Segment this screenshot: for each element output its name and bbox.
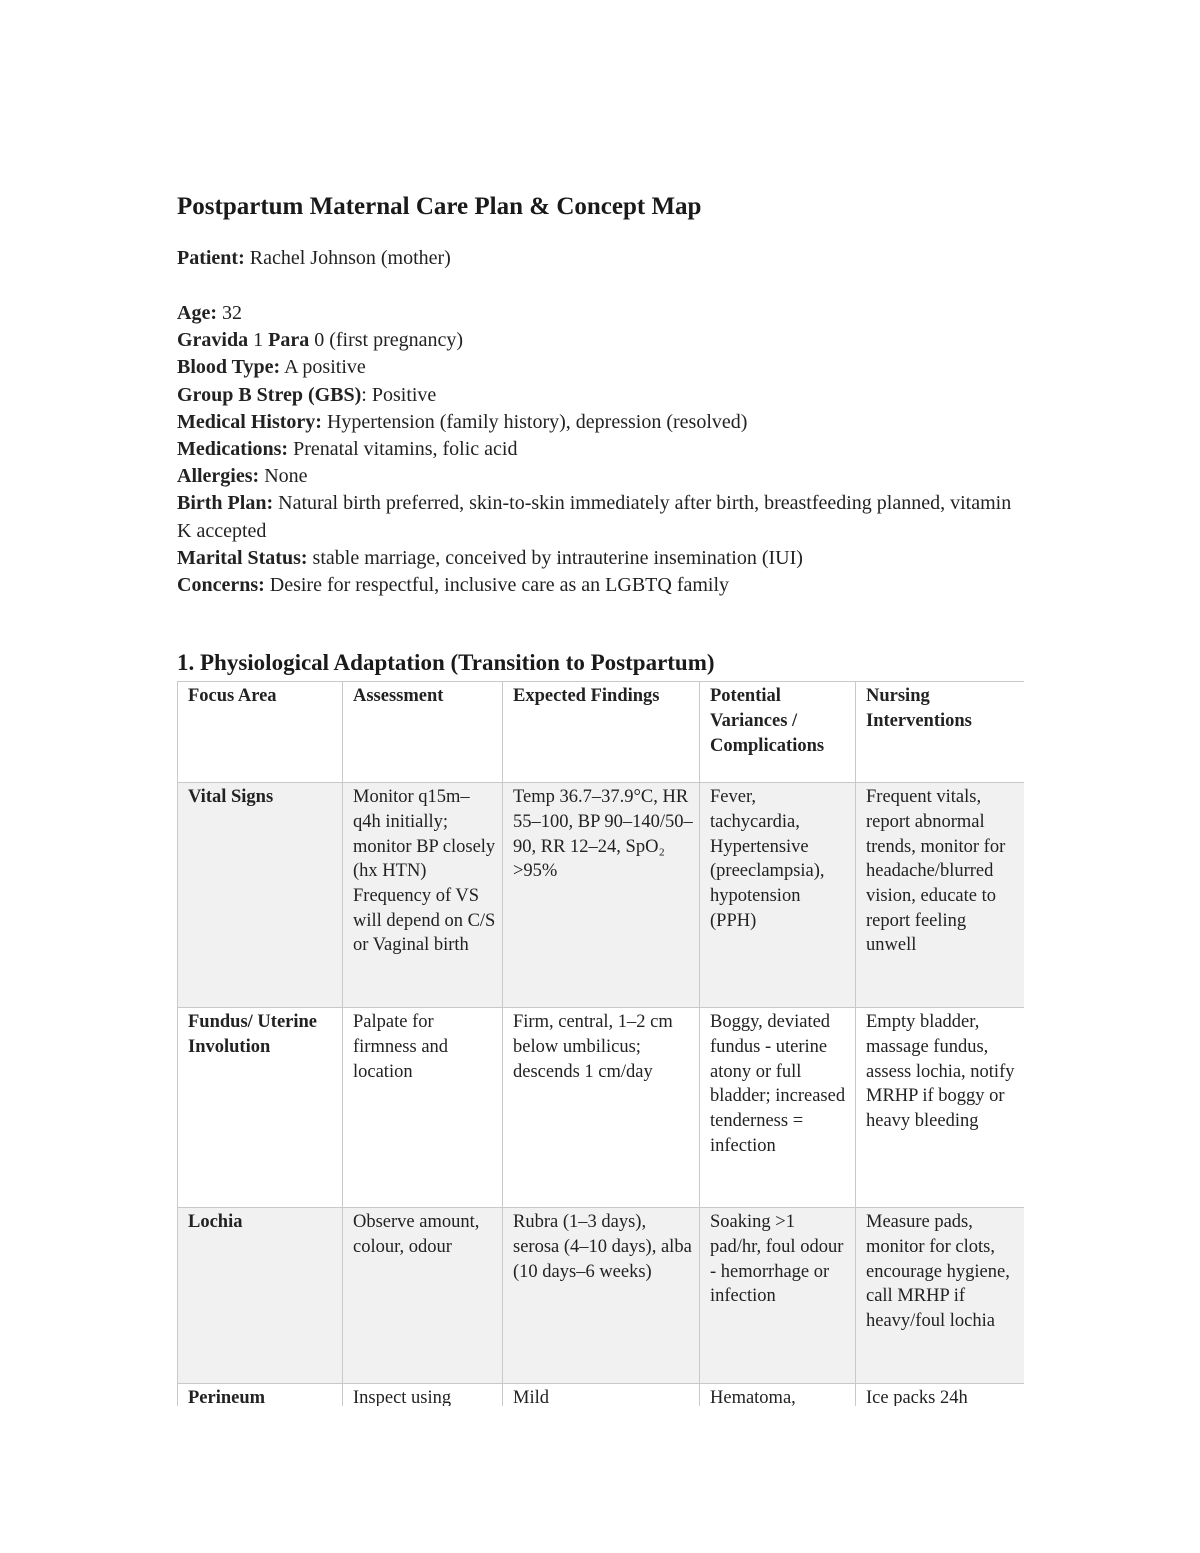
field-label: Allergies: (177, 465, 260, 488)
cell-expected: Temp 36.7–37.9°C, HR 55–100, BP 90–140/50–90, RR 12–24, SpO₂ >95% (503, 783, 700, 1008)
header-focus-area: Focus Area (178, 682, 343, 783)
cell-variances: Hematoma, (700, 1384, 856, 1407)
field-value: stable marriage, conceived by intrauterine insemination (IUI) (307, 546, 803, 569)
patient-field (177, 463, 1024, 490)
patient-value: Rachel Johnson (mother) (244, 247, 451, 269)
patient-field (177, 354, 1024, 381)
table-row (178, 1208, 1025, 1384)
field-label: Birth Plan: (177, 492, 274, 515)
patient-field (177, 409, 1024, 436)
cell-interventions: Ice packs 24h (856, 1384, 1025, 1407)
header-expected-findings: Expected Findings (503, 682, 700, 783)
cell-variances: Fever, tachycardia, Hypertensive (preeclampsia), hypotension (PPH) (700, 783, 856, 1008)
field-label: Blood Type: (177, 356, 281, 379)
cell-expected: Rubra (1–3 days), serosa (4–10 days), alba (10 days–6 weeks) (503, 1208, 700, 1384)
cell-focus: Perineum (178, 1384, 343, 1407)
patient-info-block (177, 300, 1024, 599)
patient-field (177, 490, 1024, 544)
field-value: A positive (280, 356, 366, 379)
care-table-container (177, 681, 1024, 1406)
field-label: Gravida (177, 329, 249, 352)
care-plan-table (177, 681, 1024, 1406)
field-label: Medical History: (177, 410, 322, 433)
cell-interventions: Frequent vitals, report abnormal trends, monitor for headache/blurred vision, educate to report feeling unwell (856, 783, 1025, 1008)
field-label: Marital Status: (177, 546, 308, 569)
cell-focus: Fundus/ Uterine Involution (178, 1008, 343, 1208)
field-value: Desire for respectful, inclusive care as an LGBTQ family (264, 574, 730, 597)
document-content (177, 190, 1024, 1406)
table-row (178, 1384, 1025, 1407)
cell-assessment: Inspect using (343, 1384, 503, 1407)
field-value: None (259, 465, 308, 488)
patient-field (177, 545, 1024, 572)
patient-field (177, 382, 1024, 409)
cell-focus: Vital Signs (178, 783, 343, 1008)
cell-interventions: Empty bladder, massage fundus, assess lochia, notify MRHP if boggy or heavy bleeding (856, 1008, 1025, 1208)
cell-focus: Lochia (178, 1208, 343, 1384)
table-row (178, 783, 1025, 1008)
table-header-row (178, 682, 1025, 783)
field-label: Age: (177, 302, 217, 324)
patient-field (177, 436, 1024, 463)
table-row (178, 1008, 1025, 1208)
field-label: Medications: (177, 438, 289, 461)
field-label: Para (268, 329, 310, 352)
field-value: 0 (first pregnancy) (309, 329, 464, 352)
field-label: Group B Strep (GBS) (177, 383, 362, 406)
header-assessment: Assessment (343, 682, 503, 783)
field-value: Hypertension (family history), depression (resolved) (321, 410, 748, 433)
cell-assessment: Observe amount, colour, odour (343, 1208, 503, 1384)
patient-line (177, 245, 1024, 272)
field-value: Prenatal vitamins, folic acid (288, 438, 518, 461)
field-value: 1 (248, 329, 269, 352)
header-interventions: Nursing Interventions (856, 682, 1025, 783)
cell-expected: Mild (503, 1384, 700, 1407)
cell-assessment: Palpate for firmness and location (343, 1008, 503, 1208)
section-title: 1. Physiological Adaptation (Transition to Postpartum) (177, 650, 715, 676)
field-value: Natural birth preferred, skin-to-skin immediately after birth, breastfeeding planned, vitamin K accepted (177, 492, 1012, 542)
document-title: Postpartum Maternal Care Plan & Concept Map (177, 193, 702, 220)
field-label: Concerns: (177, 574, 265, 597)
cell-variances: Boggy, deviated fundus - uterine atony or full bladder; increased tenderness = infection (700, 1008, 856, 1208)
cell-assessment: Monitor q15m–q4h initially; monitor BP closely (hx HTN) Frequency of VS will depend on C/S or Vaginal birth (343, 783, 503, 1008)
header-variances: Potential Variances / Complications (700, 682, 856, 783)
cell-expected: Firm, central, 1–2 cm below umbilicus; descends 1 cm/day (503, 1008, 700, 1208)
field-value: 32 (216, 302, 242, 324)
patient-field (177, 327, 1024, 354)
field-value: : Positive (361, 383, 437, 406)
patient-field (177, 300, 1024, 327)
patient-field (177, 572, 1024, 599)
cell-variances: Soaking >1 pad/hr, foul odour - hemorrhage or infection (700, 1208, 856, 1384)
cell-interventions: Measure pads, monitor for clots, encourage hygiene, call MRHP if heavy/foul lochia (856, 1208, 1025, 1384)
patient-label: Patient: (177, 247, 245, 269)
